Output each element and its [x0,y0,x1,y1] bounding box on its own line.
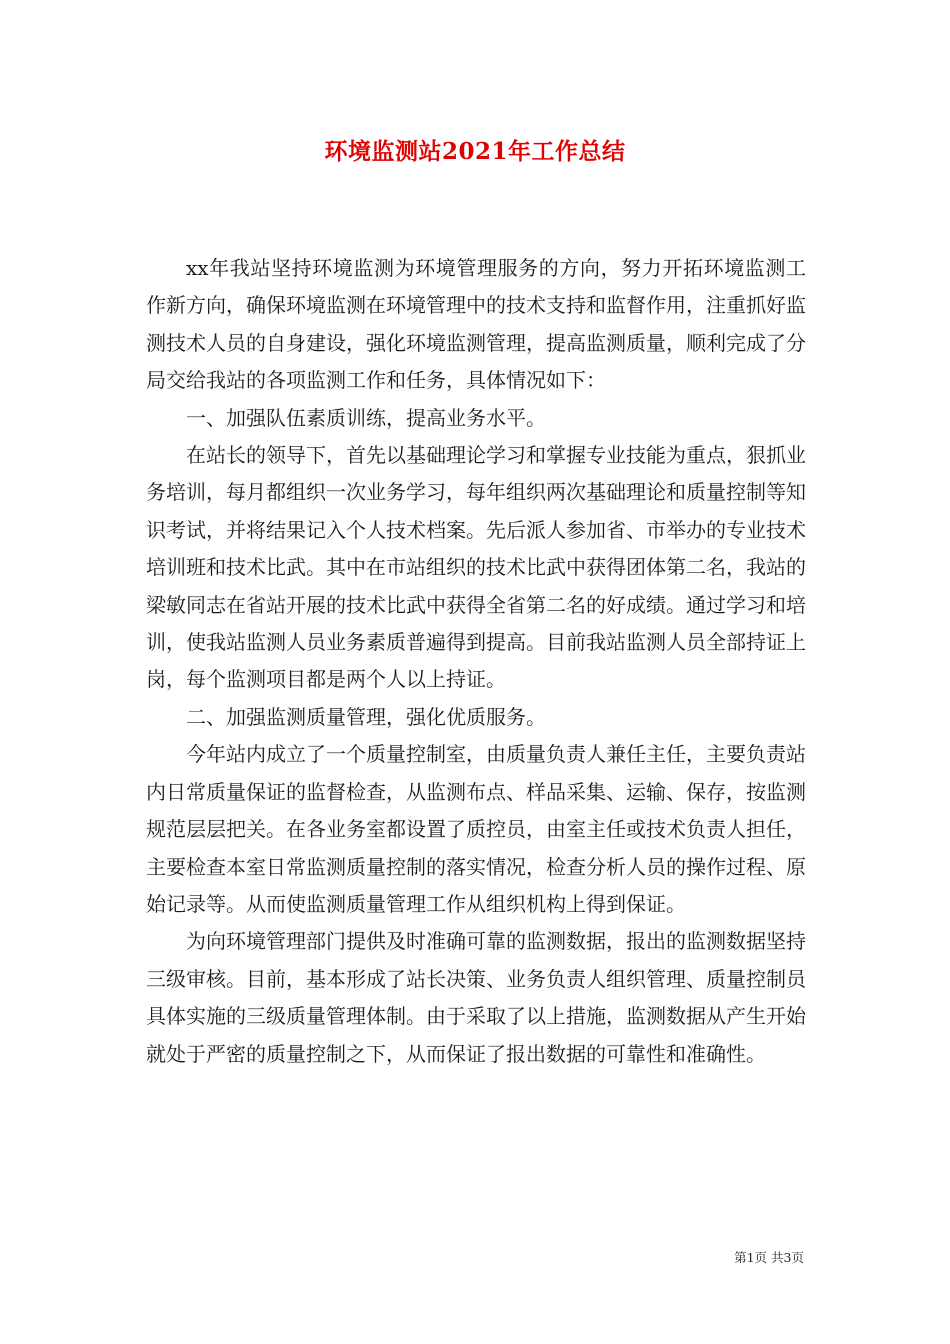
section-heading-2: 二、加强监测质量管理，强化优质服务。 [186,704,546,729]
document-body [146,250,806,1073]
paragraph-quality-control: 今年站内成立了一个质量控制室，由质量负责人兼任主任，主要负责站内日常质量保证的监督检查，从监测布点、样品采集、运输、保存，按监测规范层层把关。在各业务室都设置了质控员，由室主任或技术负责人担任，主要检查本室日常监测质量控制的落实情况，检查分析人员的操作过程、原始记录等。从而使监测质量管理工作从组织机构上得到保证。 [146,742,806,916]
page-number: 第1页 共3页 [734,1250,804,1265]
paragraph-intro: xx年我站坚持环境监测为环境管理服务的方向，努力开拓环境监测工作新方向，确保环境监测在环境管理中的技术支持和监督作用，注重抓好监测技术人员的自身建设，强化环境监测管理，提高监测质量，顺利完成了分局交给我站的各项监测工作和任务，具体情况如下： [146,256,806,393]
paragraph-training: 在站长的领导下，首先以基础理论学习和掌握专业技能为重点，狠抓业务培训，每月都组织一次业务学习，每年组织两次基础理论和质量控制等知识考试，并将结果记入个人技术档案。先后派人参加省、市举办的专业技术培训班和技术比武。其中在市站组织的技术比武中获得团体第二名，我站的梁敏同志在省站开展的技术比武中获得全省第二名的好成绩。通过学习和培训，使我站监测人员业务素质普遍得到提高。目前我站监测人员全部持证上岗，每个监测项目都是两个人以上持证。 [146,443,806,692]
document-title: 环境监测站2021年工作总结 [324,138,626,165]
section-heading-1: 一、加强队伍素质训练，提高业务水平。 [186,405,546,430]
paragraph-data-review: 为向环境管理部门提供及时准确可靠的监测数据，报出的监测数据坚持三级审核。目前，基本形成了站长决策、业务负责人组织管理、质量控制员具体实施的三级质量管理体制。由于采取了以上措施，监测数据从产生开始就处于严密的质量控制之下，从而保证了报出数据的可靠性和准确性。 [146,929,806,1066]
